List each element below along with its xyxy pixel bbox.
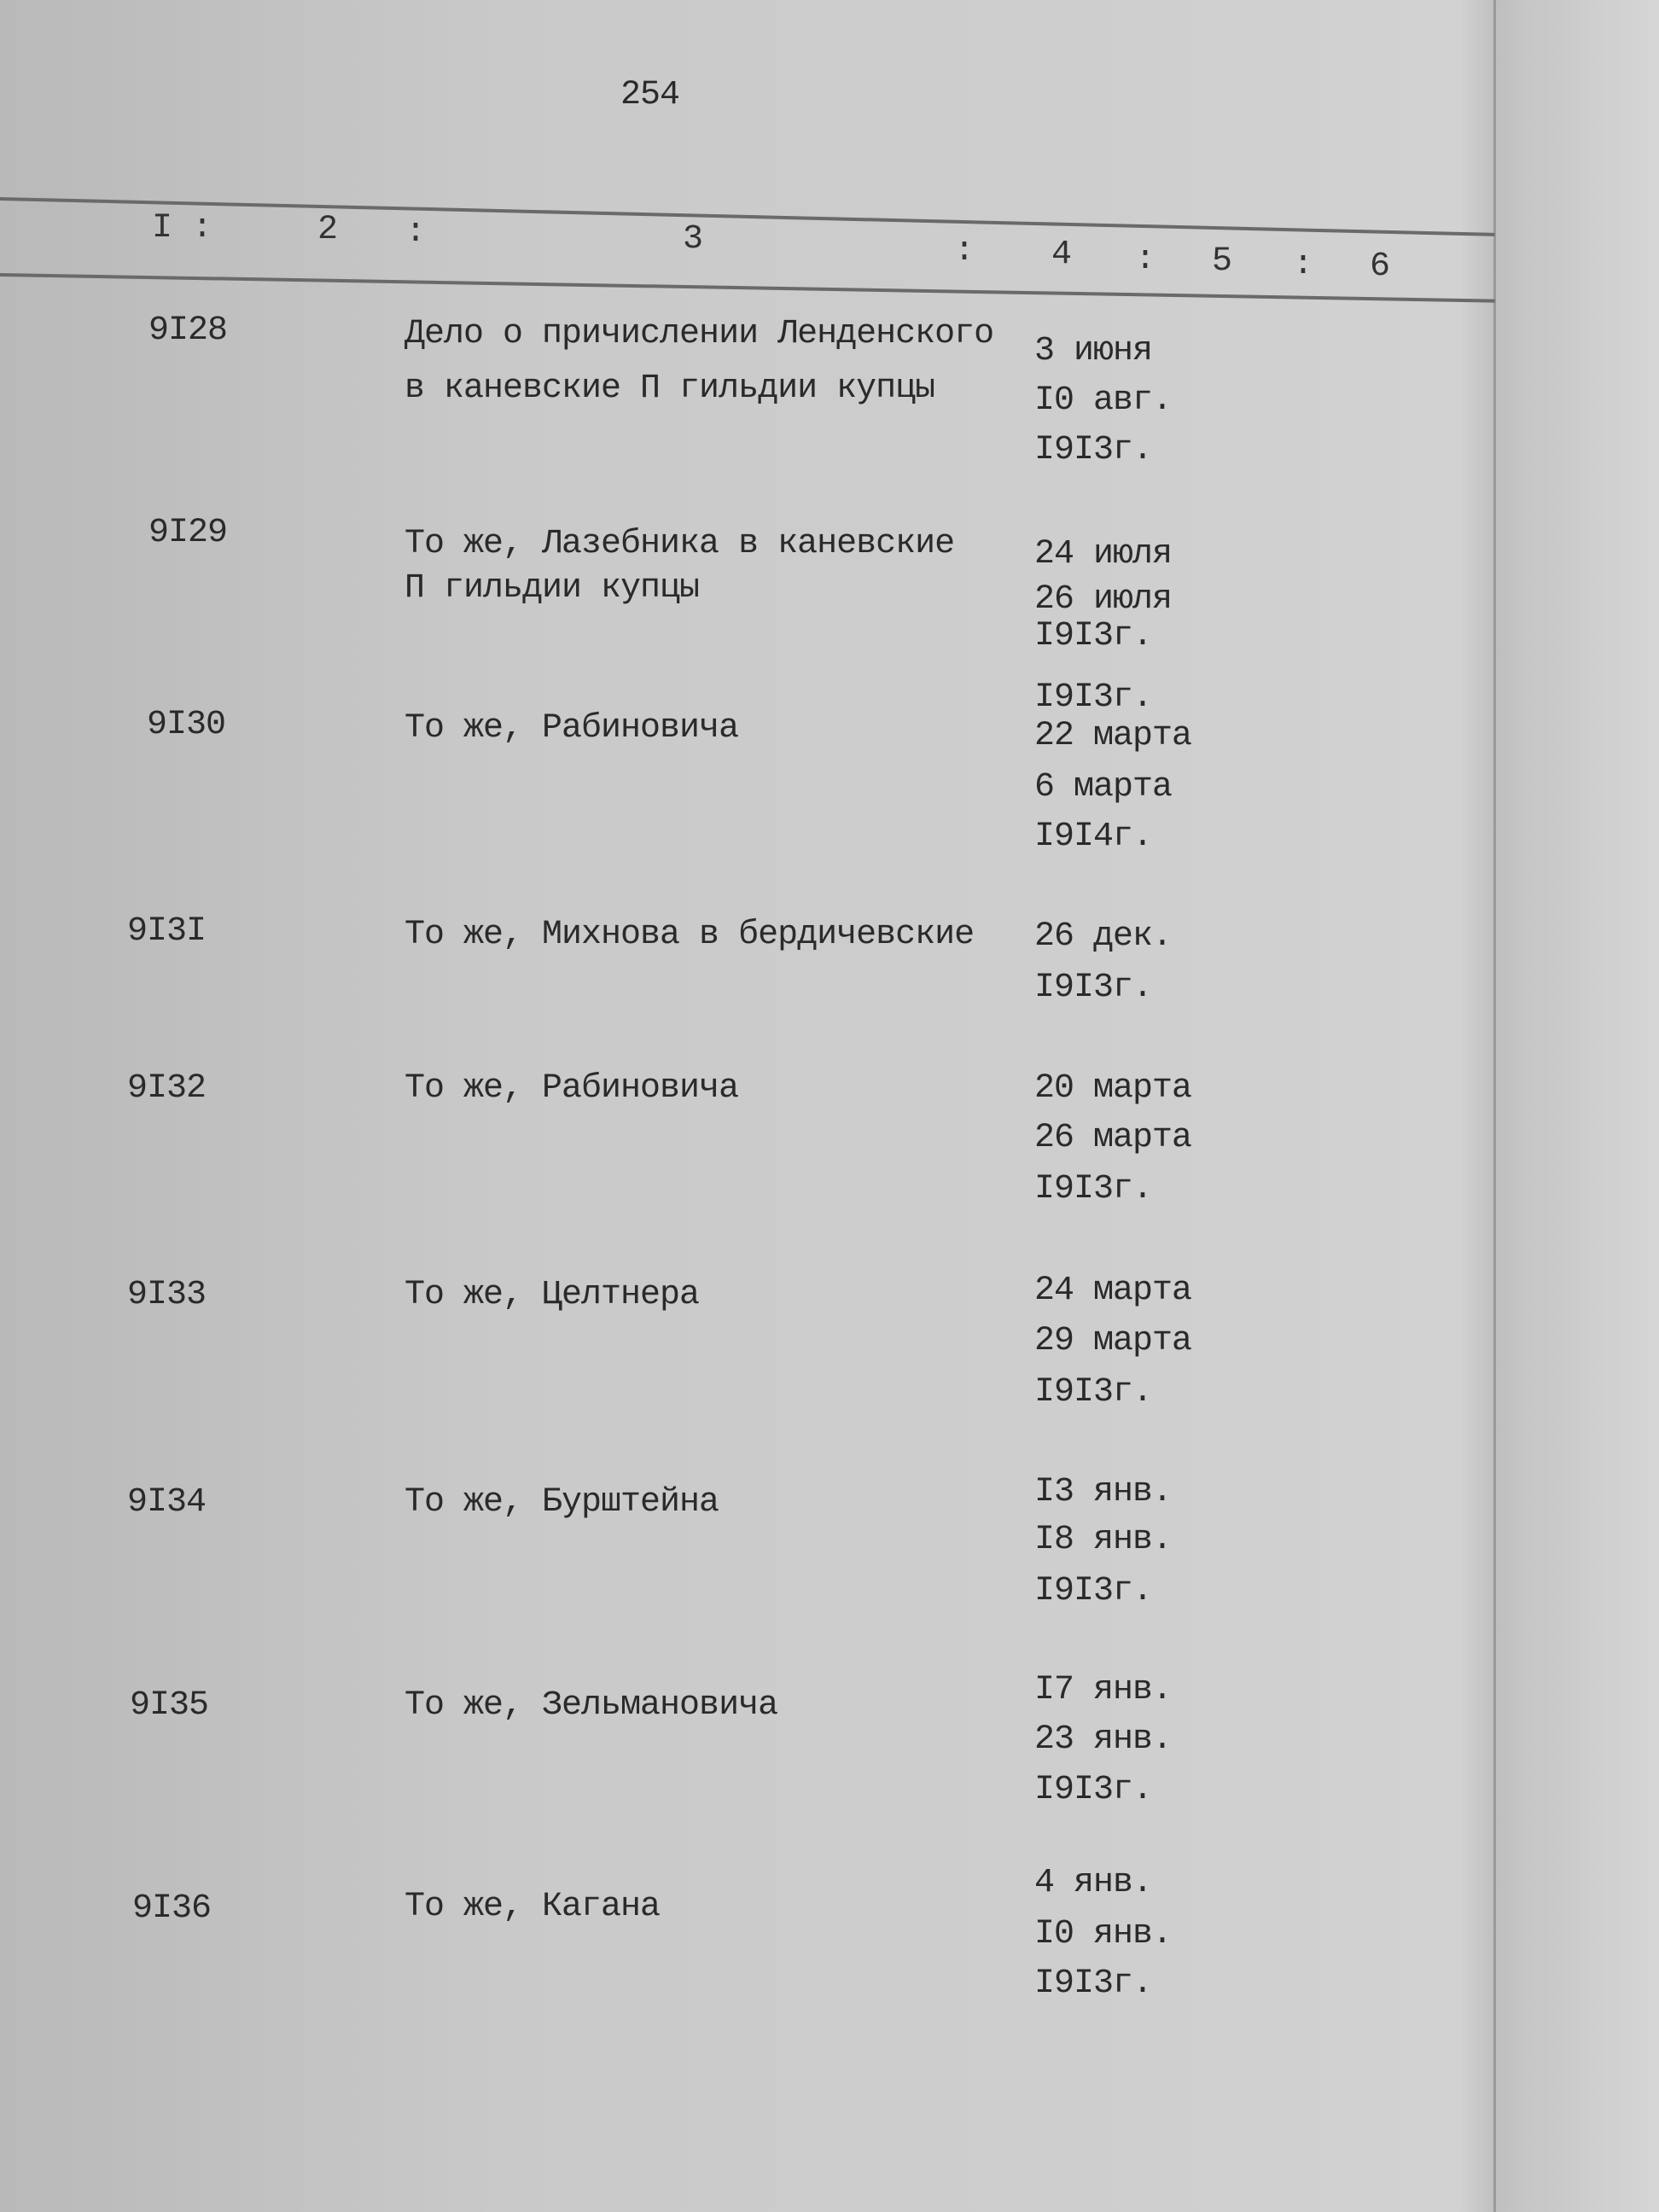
column-separator: : (1293, 246, 1314, 284)
record-number: 9I29 (148, 514, 228, 552)
record-date: 6 марта (1034, 768, 1173, 806)
record-description: То же, Зельмановича (405, 1686, 778, 1725)
record-date: 26 дек. (1034, 917, 1173, 956)
record-date: 22 марта (1034, 717, 1192, 755)
page-edge (1493, 0, 1496, 2212)
record-number: 9I35 (130, 1686, 209, 1725)
record-number: 9I36 (132, 1889, 212, 1928)
record-date: I9I3г. (1034, 617, 1153, 655)
column-header-1: I (152, 209, 173, 247)
record-description: То же, Михнова в бердичевские (405, 916, 975, 954)
column-header-5: 5 (1212, 242, 1233, 281)
record-description: Дело о причислении Ленденского (405, 315, 994, 353)
record-date: I0 авг. (1034, 381, 1173, 420)
record-date: 24 июля (1034, 535, 1173, 573)
record-date: 23 янв. (1034, 1720, 1173, 1759)
header-top-rule (0, 197, 1494, 236)
column-header-3: 3 (683, 220, 704, 259)
record-description: То же, Рабиновича (405, 709, 739, 748)
record-date: I9I3г. (1034, 1170, 1153, 1208)
record-number: 9I28 (148, 311, 228, 350)
record-description: П гильдии купцы (405, 569, 700, 608)
record-date: I7 янв. (1034, 1671, 1173, 1709)
record-date: I9I4г. (1034, 818, 1153, 856)
record-date: 26 июля (1034, 580, 1173, 619)
column-separator: : (405, 213, 427, 252)
record-description: То же, Бурштейна (405, 1483, 719, 1522)
record-date: I9I3г. (1034, 969, 1153, 1007)
record-date: I3 янв. (1034, 1473, 1173, 1511)
record-date: 4 янв. (1034, 1864, 1153, 1902)
header-bottom-rule (0, 273, 1495, 303)
column-header-2: 2 (317, 211, 339, 249)
record-date: I9I3г. (1034, 431, 1153, 469)
record-description: в каневские П гильдии купцы (405, 370, 935, 408)
record-date: I9I3г. (1034, 1771, 1153, 1809)
record-number: 9I3I (127, 912, 207, 951)
record-date: 26 марта (1034, 1119, 1192, 1157)
column-separator: : (192, 209, 213, 247)
record-date: I9I3г. (1034, 1965, 1153, 2003)
column-header-4: 4 (1051, 236, 1073, 274)
page-number: 254 (620, 76, 680, 114)
record-date: 29 марта (1034, 1322, 1192, 1360)
record-date: I0 янв. (1034, 1915, 1173, 1953)
record-date: I9I3г. (1034, 1373, 1153, 1412)
record-description: То же, Рабиновича (405, 1069, 739, 1108)
record-description: То же, Кагана (405, 1888, 661, 1926)
record-number: 9I32 (127, 1069, 207, 1108)
column-separator: : (954, 232, 975, 271)
record-number: 9I34 (127, 1483, 207, 1522)
record-date: I9I3г. (1034, 678, 1153, 717)
column-header-6: 6 (1370, 247, 1391, 286)
record-date: 20 марта (1034, 1069, 1192, 1108)
column-separator: : (1135, 241, 1156, 279)
record-date: I9I3г. (1034, 1572, 1153, 1610)
record-date: 24 марта (1034, 1272, 1192, 1310)
record-number: 9I30 (147, 706, 226, 744)
record-date: I8 янв. (1034, 1521, 1173, 1559)
record-description: То же, Лазебника в каневские (405, 525, 955, 563)
record-description: То же, Целтнера (405, 1276, 700, 1314)
record-date: 3 июня (1034, 332, 1153, 370)
record-number: 9I33 (127, 1276, 207, 1314)
